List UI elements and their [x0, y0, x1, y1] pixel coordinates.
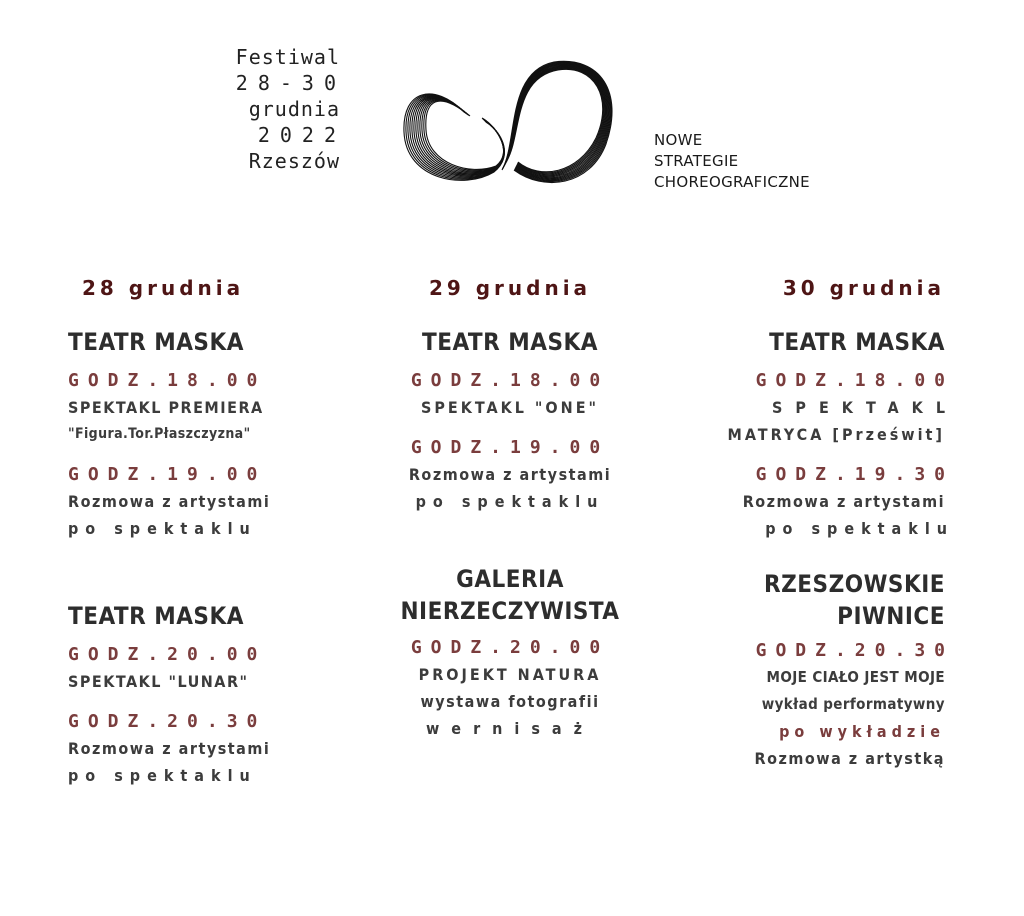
festival-name-line: CHOREOGRAFICZNE: [654, 173, 810, 191]
event-time: GODZ.18.00: [68, 370, 267, 391]
infinity-wave-logo-icon: [394, 52, 626, 198]
event-line: Rozmowa z artystami: [68, 492, 271, 511]
event-line: wystawa fotografii: [420, 692, 600, 711]
event-time: GODZ.19.30: [755, 464, 954, 485]
festival-dates: 28-30: [235, 71, 346, 95]
event-line: SPEKTAKL: [772, 398, 958, 417]
event-time: GODZ.20.30: [68, 711, 267, 732]
venue-name: TEATR MASKA: [422, 328, 598, 356]
festival-name-line: STRATEGIE: [654, 152, 739, 170]
day-date: 30 grudnia: [782, 276, 945, 300]
event-time: GODZ.18.00: [410, 370, 610, 391]
festival-label: Festiwal: [235, 45, 340, 69]
festival-name: [654, 130, 810, 193]
festival-month: grudnia: [248, 97, 340, 121]
event-line: MATRYCA [Prześwit]: [727, 425, 945, 444]
event-time: GODZ.20.00: [68, 644, 267, 665]
event-line: po spektaklu: [68, 519, 257, 538]
event-line: MOJE CIAŁO JEST MOJE: [766, 668, 945, 686]
event-line: Rozmowa z artystami: [742, 492, 945, 511]
event-time: GODZ.19.00: [410, 437, 610, 458]
event-line: SPEKTAKL "LUNAR": [68, 672, 249, 691]
day-date: 29 grudnia: [428, 276, 592, 300]
event-line: Rozmowa z artystami: [68, 739, 271, 758]
event-line: po spektaklu: [415, 492, 605, 511]
event-line: "Figura.Tor.Płaszczyzna": [68, 426, 251, 442]
day-date: 28 grudnia: [82, 276, 245, 300]
festival-name-line: NOWE: [654, 131, 703, 149]
venue-name: TEATR MASKA: [68, 328, 244, 356]
event-line: po spektaklu: [765, 519, 954, 538]
day-column-28: [68, 272, 328, 789]
venue-name: GALERIA NIERZECZYWISTA: [400, 565, 620, 625]
event-time: GODZ.20.30: [755, 640, 954, 661]
festival-city: Rzeszów: [248, 149, 340, 173]
event-line: SPEKTAKL PREMIERA: [68, 398, 264, 417]
festival-year: 2022: [257, 123, 346, 147]
event-time: GODZ.20.00: [410, 637, 610, 658]
event-line: wernisaż: [426, 719, 594, 738]
venue-name: RZESZOWSKIE PIWNICE: [764, 570, 945, 630]
venue-name: TEATR MASKA: [769, 328, 945, 356]
event-line: SPEKTAKL "ONE": [420, 398, 600, 417]
venue-name: TEATR MASKA: [68, 602, 244, 630]
event-line: Rozmowa z artystami: [408, 465, 612, 484]
event-time: GODZ.18.00: [755, 370, 954, 391]
event-line: wykład performatywny: [761, 695, 945, 713]
event-time: GODZ.19.00: [68, 464, 267, 485]
event-line: Rozmowa z artystką: [754, 749, 945, 768]
day-column-30: [685, 272, 958, 772]
event-line: po wykładzie: [779, 722, 945, 741]
festival-info: [210, 44, 346, 174]
event-line: po spektaklu: [68, 766, 257, 785]
event-line: PROJEKT NATURA: [418, 665, 602, 684]
day-column-29: [380, 272, 640, 742]
